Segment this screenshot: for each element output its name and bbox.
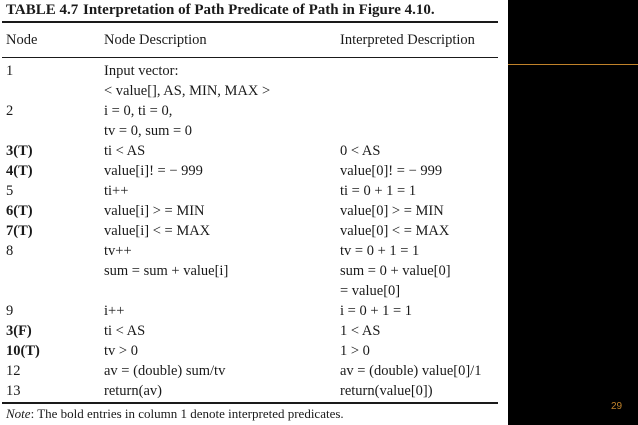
slide-page-number: 29 — [611, 401, 623, 412]
node-cell: 5 — [6, 183, 14, 199]
node-cell: 2 — [6, 103, 14, 119]
description-cell: ti < AS — [104, 323, 146, 339]
description-cell: < value[], AS, MIN, MAX > — [104, 83, 271, 99]
node-cell: 9 — [6, 303, 14, 319]
note-text: : The bold entries in column 1 denote interpreted predicates. — [30, 406, 344, 421]
node-cell: 7(T) — [6, 223, 33, 239]
description-cell: tv = 0, sum = 0 — [104, 123, 193, 139]
node-cell: 12 — [6, 363, 21, 379]
interpreted-cell: 1 > 0 — [340, 343, 370, 359]
interpreted-cell: value[0] < = MAX — [340, 223, 450, 239]
interpreted-cell: 1 < AS — [340, 323, 381, 339]
node-cell: 8 — [6, 243, 14, 259]
table-number: TABLE 4.7 — [6, 2, 79, 18]
table-caption — [6, 1, 435, 21]
description-cell: i = 0, ti = 0, — [104, 103, 173, 119]
interpreted-cell: sum = 0 + value[0] — [340, 263, 451, 279]
node-cell: 3(F) — [6, 323, 32, 339]
node-cell: 4(T) — [6, 163, 33, 179]
description-cell: return(av) — [104, 383, 162, 399]
node-cell: 6(T) — [6, 203, 33, 219]
description-cell: value[i] > = MIN — [104, 203, 205, 219]
node-cell: 3(T) — [6, 143, 33, 159]
interpreted-cell: return(value[0]) — [340, 383, 433, 399]
bottom-rule — [2, 402, 498, 404]
description-cell: ti < AS — [104, 143, 146, 159]
header-node-description: Node Description — [104, 32, 207, 48]
description-cell: Input vector: — [104, 63, 179, 79]
interpreted-cell: = value[0] — [340, 283, 401, 299]
description-cell: tv > 0 — [104, 343, 138, 359]
node-cell: 10(T) — [6, 343, 40, 359]
description-cell: tv++ — [104, 243, 132, 259]
interpreted-cell: value[0]! = − 999 — [340, 163, 443, 179]
description-cell: ti++ — [104, 183, 129, 199]
note-label: Note — [6, 406, 31, 421]
table-title: Interpretation of Path Predicate of Path in Figure 4.10. — [83, 2, 435, 18]
header-rule — [2, 57, 498, 58]
description-cell: value[i] < = MAX — [104, 223, 211, 239]
interpreted-cell: 0 < AS — [340, 143, 381, 159]
interpreted-cell: av = (double) value[0]/1 — [340, 363, 482, 379]
table-note — [6, 405, 344, 423]
header-interpreted-description: Interpreted Description — [340, 32, 475, 48]
interpreted-cell: value[0] > = MIN — [340, 203, 444, 219]
description-cell: value[i]! = − 999 — [104, 163, 203, 179]
description-cell: i++ — [104, 303, 125, 319]
top-rule — [2, 21, 498, 23]
description-cell: sum = sum + value[i] — [104, 263, 229, 279]
node-cell: 13 — [6, 383, 21, 399]
interpreted-cell: tv = 0 + 1 = 1 — [340, 243, 420, 259]
interpreted-cell: i = 0 + 1 = 1 — [340, 303, 413, 319]
slide-accent-line — [508, 64, 638, 65]
header-node: Node — [6, 32, 38, 48]
description-cell: av = (double) sum/tv — [104, 363, 226, 379]
node-cell: 1 — [6, 63, 14, 79]
interpreted-cell: ti = 0 + 1 = 1 — [340, 183, 417, 199]
